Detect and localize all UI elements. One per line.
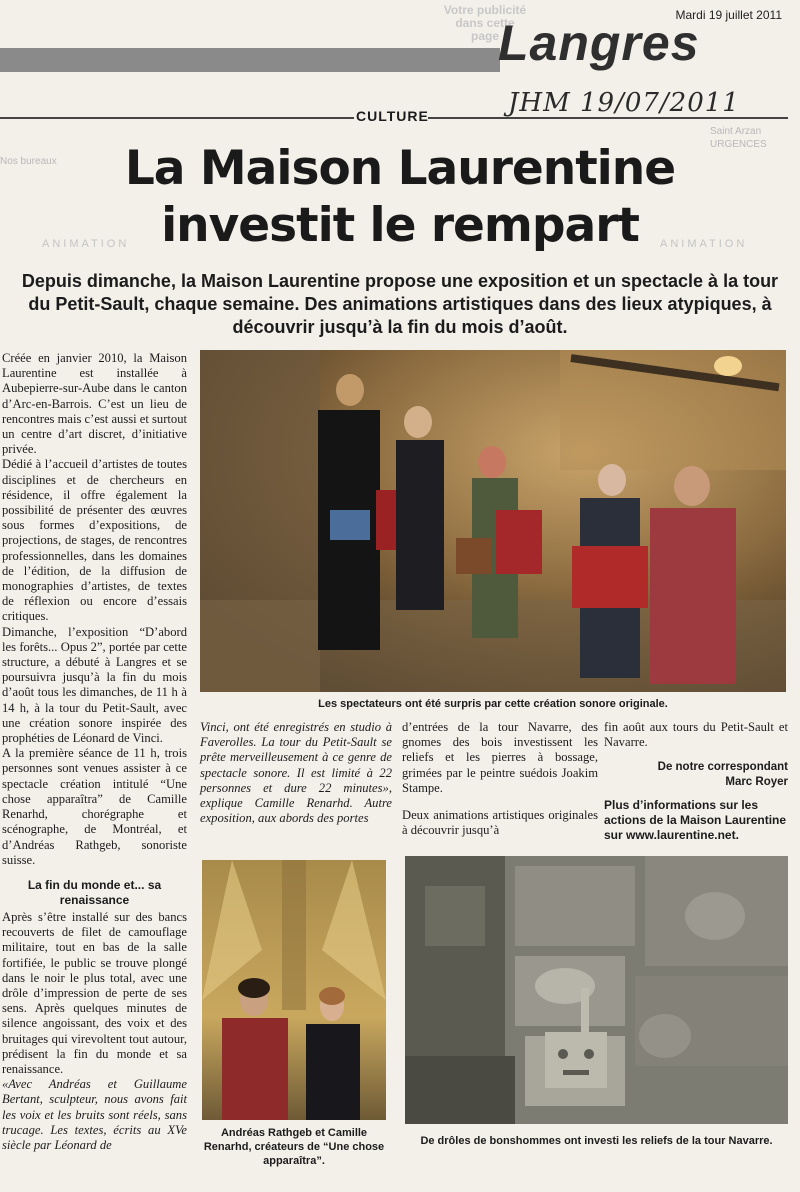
photo-reliefs (405, 856, 788, 1124)
quote-paragraph: Vinci, ont été enregistrés en studio à Faverolles. La tour du Petit-Sault se prête merveilleusement à ce genre de spectacle sonore. Il est limité à 22 personnes et dure 22 minutes», explique Camille Renarhd. Autre exposition, aux abords des portes (200, 720, 392, 826)
paragraph: Après s’être installé sur des bancs recouverts de filet de camouflage militaire, tout en bas de la salle fortifiée, le public se trouve plongé dans le noir le plus total, avec une drôle d’impression de perte de ses sens. Après quelques minutes de silence angoissant, des voix et des bruitages qui virevoltent tout autour, prédisent la fin du monde et sa renaissance. (2, 910, 187, 1077)
intertitle: La fin du monde et... sa renaissance (27, 878, 162, 907)
bleed-through-text-right: Saint Arzan URGENCES (710, 126, 767, 150)
paragraph: Dimanche, l’exposition “D’abord les forêts... Opus 2”, portée par cette structure, a débuté à Langres et se poursuivra jusqu’à la fin du mois d’août tous les dimanches, de 11 h à 14 h, à la tour du Petit-Sault, avec une création sonore inspirée des prophéties de Léonard de Vinci. (2, 624, 187, 746)
paragraph: fin août aux tours du Petit-Sault et Navarre. (604, 720, 788, 750)
rubric-label: CULTURE (356, 108, 429, 124)
ghost-ad-text: Votre publicité dans cette page (443, 3, 527, 43)
bleed-through-animation-left: ANIMATION (42, 238, 130, 250)
photo-caption: Les spectateurs ont été surpris par cette création sonore originale. (318, 698, 668, 710)
photo-spectators (200, 350, 786, 692)
paragraph: A la première séance de 11 h, trois personnes sont venues assister à ce spectacle création intitulé “Une chose apparaîtra” de Camille Renarhd, chorégraphe et scénographe, de Montréal, et d’Andréas Rathgeb, sonoriste suisse. (2, 746, 187, 867)
paragraph: d’entrées de la tour Navarre, des gnomes des bois investissent les reliefs et les pierres à bossage, grimées par le peintre suédois Joakim Stampe. (402, 720, 598, 795)
column-1 (2, 351, 187, 868)
column-3 (402, 720, 598, 838)
byline-author: Marc Royer (725, 776, 788, 789)
photo-caption: Andréas Rathgeb et Camille Renarhd, créateurs de “Une chose apparaîtra”. (203, 1127, 385, 1167)
bleed-through-animation-right: ANIMATION (660, 238, 748, 250)
headline-line-1: La Maison Laurentine (124, 141, 676, 196)
column-4 (604, 720, 788, 843)
issue-date: Mardi 19 juillet 2011 (675, 8, 782, 22)
column-2 (200, 720, 392, 826)
section-city-title: Langres (498, 15, 700, 71)
top-ad-strip (0, 0, 470, 28)
quote-paragraph: «Avec Andréas et Guillaume Bertant, sculpteur, nous avons fait les voix et les bruits sont réels, sans trucage. Les textes, écrits au XVe siècle par Léonard de (2, 1077, 187, 1153)
rubric-rule-left (0, 117, 354, 119)
header-bar (0, 48, 500, 72)
column-1-continued (2, 910, 187, 1153)
byline-label: De notre correspondant (657, 761, 788, 774)
article-headline (60, 140, 740, 254)
handwritten-annotation: JHM 19/07/2011 (508, 88, 740, 118)
photo-creators (202, 860, 386, 1120)
paragraph: Dédié à l’accueil d’artistes de toutes disciplines et de chercheurs en résidence, il offre également la possibilité de présenter des œuvres sous formes d’expositions, de projections, de stages, de rencontres professionnelles, dans les domaines de l’édition, de la diffusion de monographies d’artistes, de textes de réflexion ou encore d’essais critiques. (2, 457, 187, 624)
photo-caption: De drôles de bonshommes ont investi les reliefs de la tour Navarre. (420, 1135, 773, 1147)
headline-line-2: investit le rempart (161, 198, 639, 253)
article-lead: Depuis dimanche, la Maison Laurentine propose une exposition et un spectacle à la tour du Petit-Sault, chaque semaine. Des animations artistiques dans des lieux atypiques, à découvrir jusqu’à la fin du mois d’août. (21, 271, 779, 337)
bleed-through-text-left: Nos bureaux (0, 156, 57, 167)
paragraph: Deux animations artistiques originales à découvrir jusqu’à (402, 808, 598, 838)
more-info: Plus d’informations sur les actions de la Maison Laurentine sur www.laurentine.net. (604, 798, 787, 843)
paragraph: Créée en janvier 2010, la Maison Laurentine est installée à Aubepierre-sur-Aube dans le canton d’Arc-en-Barrois. C’est un lieu de rencontres mais c’est aussi et surtout un centre d’art discret, d’initiative privée. (2, 351, 188, 457)
